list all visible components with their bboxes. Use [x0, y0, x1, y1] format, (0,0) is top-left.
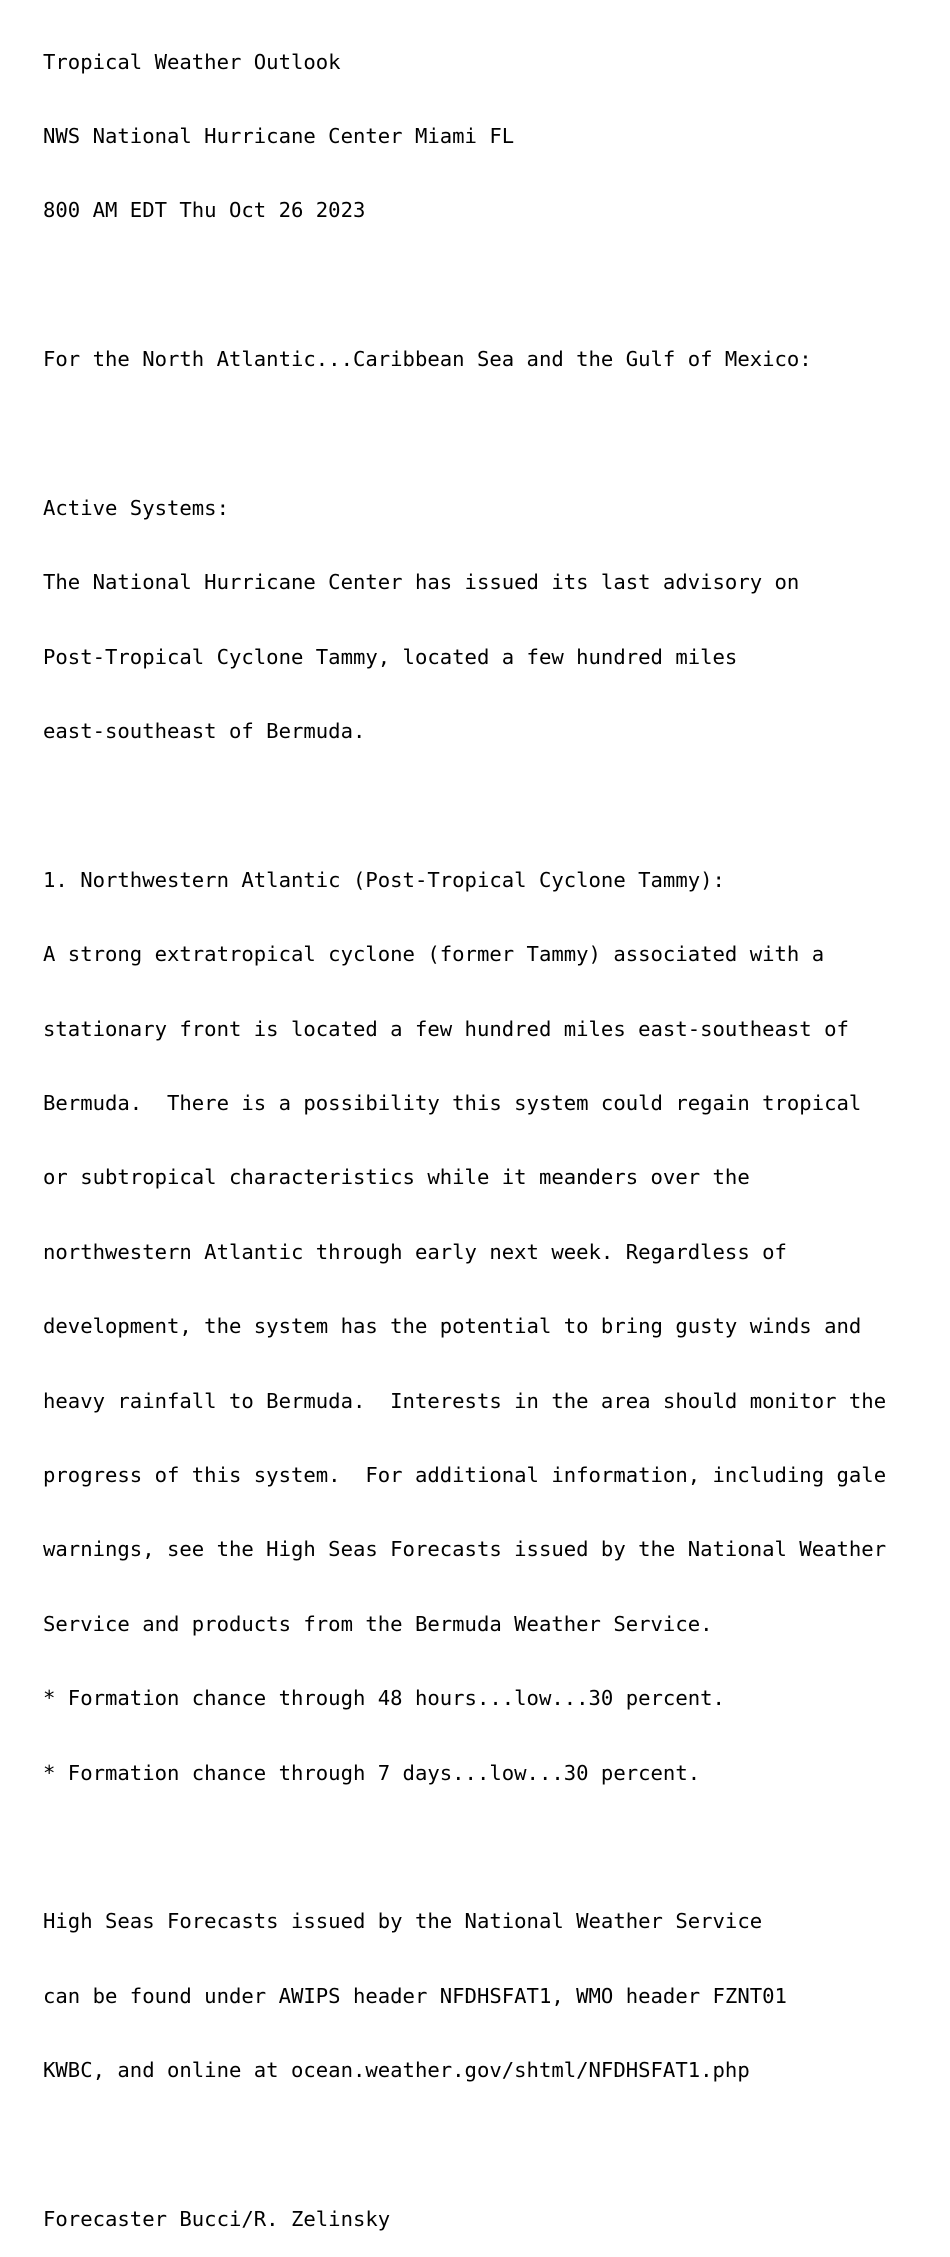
tropical-weather-outlook-document [43, 0, 886, 2257]
formation-chance-7d: * Formation chance through 7 days...low...30 percent. [43, 1760, 701, 1785]
blank-line [43, 1835, 886, 1860]
active-systems-line: Post-Tropical Cyclone Tammy, located a few hundred miles [43, 644, 738, 669]
blank-line [43, 2133, 886, 2158]
system-1-line: A strong extratropical cyclone (former Tammy) associated with a [43, 942, 825, 967]
system-1-line: Bermuda. There is a possibility this system could regain tropical [43, 1091, 862, 1116]
region-line: For the North Atlantic...Caribbean Sea and the Gulf of Mexico: [43, 347, 812, 372]
issue-time: 800 AM EDT Thu Oct 26 2023 [43, 198, 366, 223]
high-seas-line: High Seas Forecasts issued by the National Weather Service [43, 1909, 763, 1934]
high-seas-line: KWBC, and online at ocean.weather.gov/shtml/NFDHSFAT1.php [43, 2058, 750, 2083]
system-1-line: development, the system has the potential to bring gusty winds and [43, 1314, 862, 1339]
high-seas-line: can be found under AWIPS header NFDHSFAT1, WMO header FZNT01 [43, 1983, 787, 2008]
formation-chance-48h: * Formation chance through 48 hours...low...30 percent. [43, 1686, 725, 1711]
system-1-line: Service and products from the Bermuda Weather Service. [43, 1611, 713, 1636]
blank-line [43, 794, 886, 819]
active-systems-heading: Active Systems: [43, 495, 229, 520]
active-systems-line: The National Hurricane Center has issued its last advisory on [43, 570, 800, 595]
system-1-line: northwestern Atlantic through early next week. Regardless of [43, 1239, 787, 1264]
blank-line [43, 422, 886, 447]
system-1-line: warnings, see the High Seas Forecasts issued by the National Weather [43, 1537, 887, 1562]
system-1-line: heavy rainfall to Bermuda. Interests in the area should monitor the [43, 1388, 887, 1413]
forecaster-signature: Forecaster Bucci/R. Zelinsky [43, 2206, 391, 2231]
issuing-office: NWS National Hurricane Center Miami FL [43, 123, 515, 148]
system-1-line: progress of this system. For additional information, including gale [43, 1463, 887, 1488]
active-systems-line: east-southeast of Bermuda. [43, 719, 366, 744]
system-1-heading: 1. Northwestern Atlantic (Post-Tropical Cyclone Tammy): [43, 867, 725, 892]
system-1-line: or subtropical characteristics while it meanders over the [43, 1165, 750, 1190]
system-1-line: stationary front is located a few hundred miles east-southeast of [43, 1016, 849, 1041]
blank-line [43, 273, 886, 298]
document-title: Tropical Weather Outlook [43, 49, 341, 74]
